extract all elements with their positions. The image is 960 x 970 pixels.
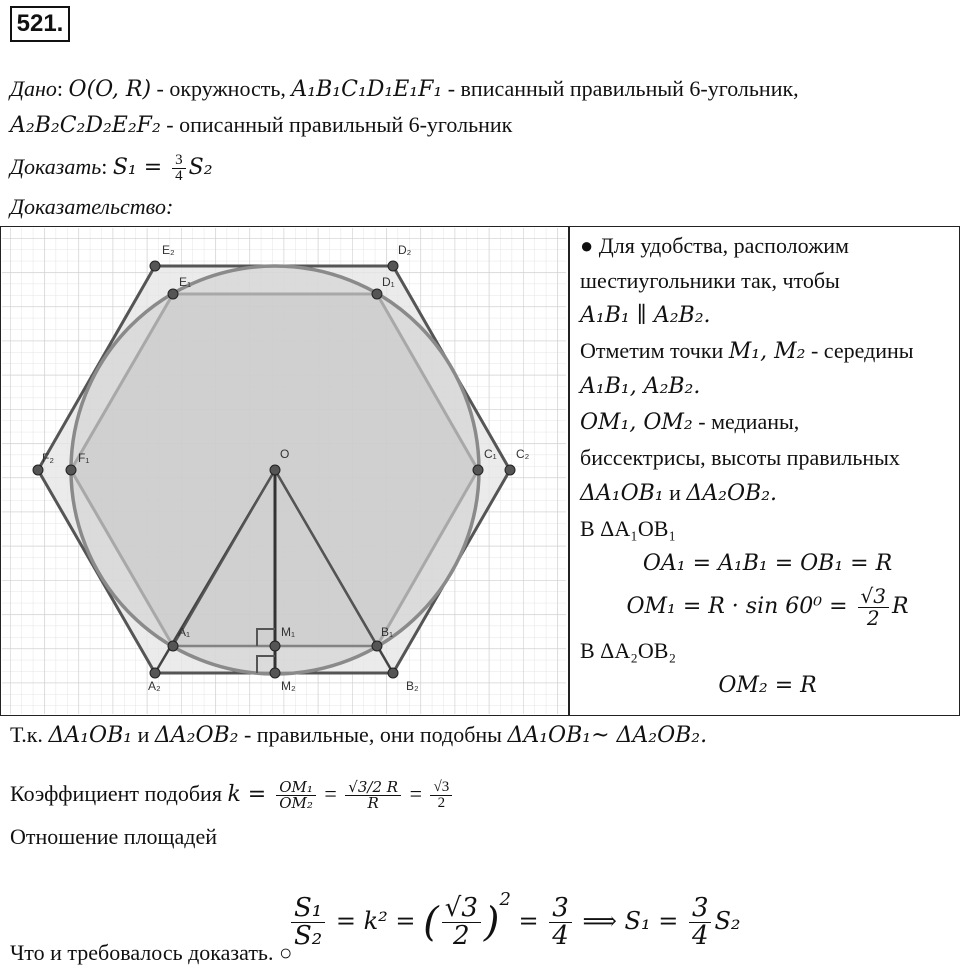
explain-line-2: шестиугольники так, чтобы: [580, 268, 840, 293]
explain-line-8: ΔA₁OB₁ и ΔA₂OB₂.: [580, 480, 778, 506]
given-circumscribed: A₂B₂C₂D₂E₂F₂: [10, 113, 161, 138]
label-a2: A₂: [148, 679, 161, 693]
explain-line-7: биссектрисы, высоты правильных: [580, 445, 900, 470]
qed-line: Что и требовалось доказать. ○: [10, 940, 293, 965]
point-a2: [150, 668, 160, 678]
explain-line-9: В ΔA₁OB₁: [580, 516, 677, 541]
given-label: Дано: [10, 76, 57, 101]
label-m2: M₂: [281, 679, 296, 693]
given-line-2: [10, 110, 512, 141]
explain-line-6: OM₁, OM₂ - медианы,: [580, 409, 800, 435]
point-m1: [270, 641, 280, 651]
problem-number: 521.: [10, 6, 70, 42]
explain-line-10: OA₁ = A₁B₁ = OB₁ = R: [642, 551, 893, 576]
explain-line-4: Отметим точки M₁, M₂ - середины: [580, 338, 914, 364]
explain-line-5: A₁B₁, A₂B₂.: [580, 374, 701, 399]
similarity-line: Т.к. ΔA₁OB₁ и ΔA₂OB₂ - правильные, они подобны ΔA₁OB₁~ ΔA₂OB₂.: [10, 722, 708, 748]
area-ratio-formula: $\frac{\text{S₁}}{\text{S₂}}$ = k² = ( $\frac{√3}{2}$ )$^2$ = $\frac{3}{4}$ ⟹ S₁ = $\frac{3}{4}$ S₂: [288, 862, 741, 938]
label-o: O: [280, 447, 290, 461]
explain-line-12: В ΔA₂OB₂: [580, 638, 677, 663]
prove-fraction: $\frac{3}{4}$: [172, 153, 186, 186]
point-e2: [150, 261, 160, 271]
prove-line: Доказать: S₁ = $\frac{3}{4}$ S₂: [10, 151, 213, 185]
given-circle-text: - окружность,: [151, 76, 292, 101]
area-ratio-label: Отношение площадей: [10, 824, 217, 849]
label-m1: M₁: [281, 625, 296, 639]
prove-rhs: S₂: [188, 155, 213, 180]
proof-label: Доказательство:: [10, 194, 174, 219]
point-d1: [372, 289, 382, 299]
given-line-1: Дано: O(O, R) - окружность, A₁B₁C₁D₁E₁F₁ - вписанный правильный 6-угольник,: [10, 76, 799, 102]
label-a1: A₁: [178, 625, 191, 639]
point-e1: [168, 289, 178, 299]
point-a1: [168, 641, 178, 651]
point-f2: [33, 465, 43, 475]
label-b2: B₂: [406, 679, 419, 693]
prove-label: Доказать: [10, 154, 102, 179]
label-f1: F₁: [78, 451, 90, 465]
point-f1: [66, 465, 76, 475]
explain-line-1: ● Для удобства, расположим: [580, 233, 849, 258]
label-d1: D₁: [382, 275, 395, 289]
coefficient-line: Коэффициент подобия k = $\frac{\text{OM₁}}{\text{OM₂}}$ = $\frac{√3/2 R}{R}$ = $\frac{√3}{2}$: [10, 766, 455, 822]
label-b1: B₁: [381, 625, 394, 639]
given-circumscribed-text: - описанный правильный 6-угольник: [160, 112, 513, 137]
given-circle: O(O, R): [68, 77, 152, 102]
frame-divider: [568, 226, 570, 716]
label-e2: E₂: [162, 243, 175, 257]
explain-line-13: OM₂ = R: [718, 673, 817, 698]
label-d2: D₂: [398, 243, 412, 257]
label-c1: C₁: [484, 447, 497, 461]
given-inscribed: A₁B₁C₁D₁E₁F₁: [291, 77, 443, 102]
label-f2: F₂: [42, 451, 54, 465]
point-b1: [372, 641, 382, 651]
label-c2: C₂: [516, 447, 530, 461]
point-o: [270, 465, 280, 475]
label-e1: E₁: [179, 275, 192, 289]
point-c2: [505, 465, 515, 475]
geometry-figure: [2, 228, 566, 714]
point-m2: [270, 668, 280, 678]
point-c1: [473, 465, 483, 475]
point-b2: [388, 668, 398, 678]
point-d2: [388, 261, 398, 271]
explain-line-11: OM₁ = R · sin 60⁰ = $\frac{√3}{2}$ R: [626, 583, 909, 630]
prove-lhs: S₁ =: [112, 155, 170, 180]
explain-line-3: A₁B₁ ∥ A₂B₂.: [580, 303, 711, 328]
proof-explanation: [580, 228, 955, 703]
given-inscribed-text: - вписанный правильный 6-угольник,: [442, 76, 799, 101]
